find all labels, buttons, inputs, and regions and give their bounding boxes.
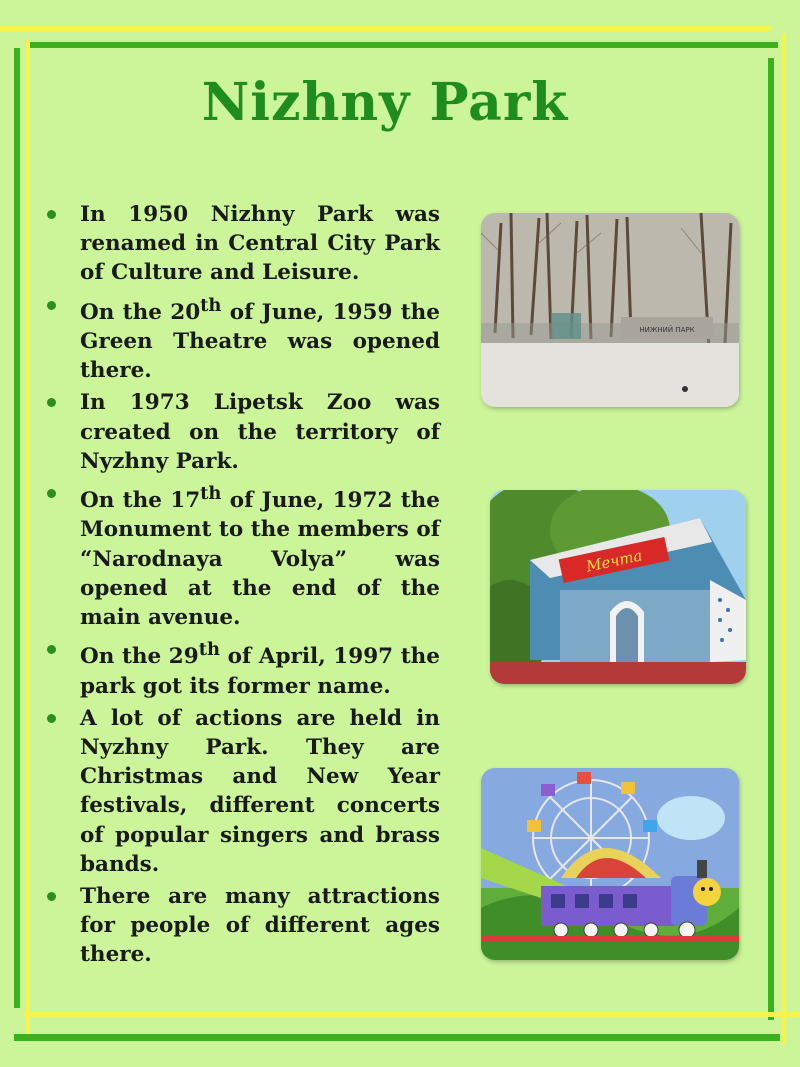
list-item (44, 479, 440, 632)
item-text-post: of April, 1997 the park got its former name. (80, 644, 440, 699)
frame-line-bottom-yellow (24, 1012, 800, 1017)
list-item (44, 882, 440, 970)
frame-line-right-green (768, 58, 774, 1020)
frame-line-top-green (28, 42, 778, 48)
bullet-icon (47, 892, 56, 901)
list-item (44, 388, 440, 476)
item-text-sup: th (200, 482, 222, 504)
park-entrance-photo (481, 213, 739, 407)
page-title: Nizhny Park (201, 72, 569, 133)
bullet-icon (47, 210, 56, 219)
item-text: There are many attractions for people of different ages there. (80, 883, 440, 968)
frame-line-top-yellow (0, 26, 772, 31)
item-text-post: of June, 1972 the Monument to the members of “Narodnaya Volya” was opened at the end of the main avenue. (80, 488, 440, 630)
list-item (44, 635, 440, 701)
item-text: A lot of actions are held in Nyzhny Park. They are Christmas and New Year festivals, different concerts of popular singers and brass bands. (80, 705, 440, 877)
bullet-icon (47, 398, 56, 407)
gate-sign-text: НИЖНИЙ ПАРК (639, 326, 695, 334)
item-text-sup: th (198, 639, 221, 661)
bullet-icon (47, 489, 56, 498)
item-text-sup: th (200, 294, 222, 316)
attractions-mural-photo (481, 768, 739, 960)
item-text-pre: On the 17 (80, 488, 201, 514)
list-item (44, 200, 440, 288)
item-text-pre: On the 29 (80, 644, 199, 670)
green-theatre-photo (490, 490, 746, 684)
bullet-icon (47, 301, 56, 310)
bullet-list (44, 200, 440, 973)
frame-line-left-yellow (26, 40, 30, 1040)
bullet-icon (47, 714, 56, 723)
item-text-post: of June, 1959 the Green Theatre was opened there. (80, 299, 440, 384)
item-text: In 1973 Lipetsk Zoo was created on the territory of Nyzhny Park. (80, 390, 440, 474)
frame-line-left-green (14, 48, 20, 1008)
item-text-pre: On the 20 (80, 299, 201, 325)
list-item (44, 704, 440, 879)
list-item (44, 291, 440, 386)
item-text: In 1950 Nizhny Park was renamed in Central City Park of Culture and Leisure. (80, 202, 440, 286)
frame-line-bottom-green (14, 1034, 780, 1041)
theatre-sign-text: Мечта (584, 546, 644, 576)
bullet-icon (47, 645, 56, 654)
frame-line-right-yellow (781, 34, 786, 1044)
